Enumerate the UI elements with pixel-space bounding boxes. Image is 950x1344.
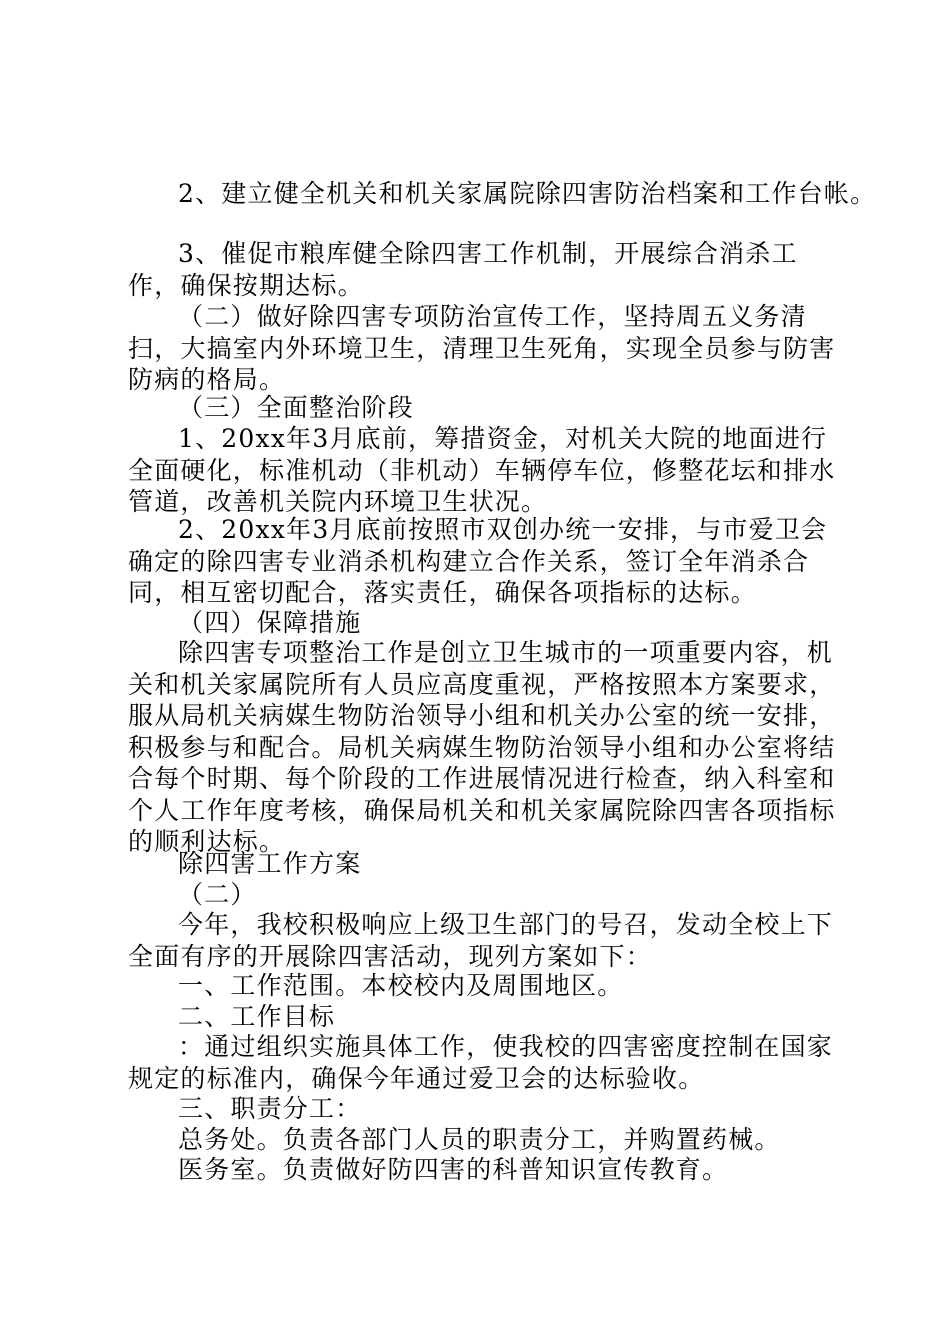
paragraph-16: 总务处。负责各部门人员的职责分工，并购置药械。 xyxy=(178,1125,781,1154)
paragraph-10: （二） xyxy=(178,880,257,909)
paragraph-3: （二）做好除四害专项防治宣传工作，坚持周五义务清扫，大搞室内外环境卫生，清理卫生死角，实现全员参与防害防病的格局。 xyxy=(128,302,836,394)
paragraph-15: 三、职责分工： xyxy=(178,1094,362,1123)
paragraph-1: 2、建立健全机关和机关家属院除四害防治档案和工作台帐。 xyxy=(178,179,877,208)
paragraph-14: ：通过组织实施具体工作，使我校的四害密度控制在国家规定的标准内，确保今年通过爱卫会的达标验收。 xyxy=(128,1032,834,1093)
paragraph-17: 医务室。负责做好防四害的科普知识宣传教育。 xyxy=(178,1155,729,1184)
paragraph-8: 除四害专项整治工作是创立卫生城市的一项重要内容，机关和机关家属院所有人员应高度重视，严格按照本方案要求，服从局机关病媒生物防治领导小组和机关办公室的统一安排，积极参与和配合。局机关病媒生物防治领导小组和办公室将结合每个时期、每个阶段的工作进展情况进行检查，纳入科室和个人工作年度考核，确保局机关和机关家属院除四害各项指标的顺利达标。 xyxy=(128,638,836,856)
paragraph-9: 除四害工作方案 xyxy=(178,849,362,878)
paragraph-5: 1、20xx年3月底前，筹措资金，对机关大院的地面进行全面硬化，标准机动（非机动）车辆停车位，修整花坛和排水管道，改善机关院内环境卫生状况。 xyxy=(128,424,836,516)
paragraph-12: 一、工作范围。本校校内及周围地区。 xyxy=(178,971,624,1000)
paragraph-2: 3、催促市粮库健全除四害工作机制，开展综合消杀工作，确保按期达标。 xyxy=(128,239,798,300)
paragraph-6: 2、20xx年3月底前按照市双创办统一安排，与市爱卫会确定的除四害专业消杀机构建立合作关系，签订全年消杀合同，相互密切配合，落实责任，确保各项指标的达标。 xyxy=(128,515,828,607)
paragraph-11: 今年，我校积极响应上级卫生部门的号召，发动全校上下全面有序的开展除四害活动，现列方案如下： xyxy=(128,910,834,971)
paragraph-13: 二、工作目标 xyxy=(178,1002,336,1031)
paragraph-7: （四）保障措施 xyxy=(178,608,362,637)
paragraph-4: （三）全面整治阶段 xyxy=(178,393,414,422)
